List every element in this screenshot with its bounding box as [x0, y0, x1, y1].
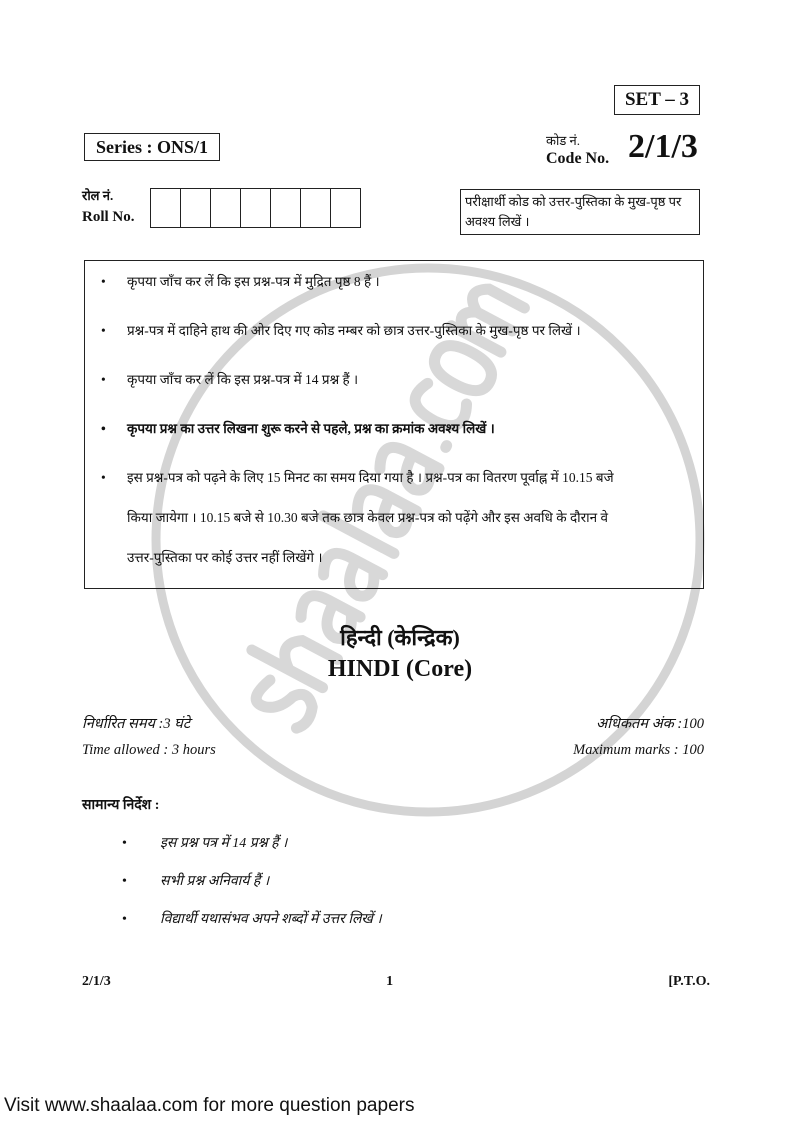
instruction-continued: किया जायेगा । 10.15 बजे से 10.30 बजे तक छात्र केवल प्रश्न-पत्र को पढ़ेंगे और इस अवधि के दौरान वे: [127, 510, 609, 525]
max-marks: Maximum marks : 100: [573, 742, 704, 758]
code-label: Code No.: [546, 150, 610, 167]
instructions-box: [84, 260, 704, 589]
page-footer: [82, 971, 710, 993]
subject-title: HINDI (Core): [327, 656, 473, 682]
general-instruction-item: [122, 833, 740, 855]
general-instruction-item: [122, 871, 740, 893]
instruction-item: • कृपया जाँच कर लें कि इस प्रश्न-पत्र में 14 प्रश्न हैं ।: [127, 369, 687, 391]
series-label: Series : ONS/1: [84, 133, 220, 161]
instruction-continued: उत्तर-पुस्तिका पर कोई उत्तर नहीं लिखेंगे ।: [127, 550, 323, 565]
general-instructions-heading: सामान्य निर्देश :: [82, 798, 160, 813]
visit-link[interactable]: Visit www.shaalaa.com for more question papers: [4, 1095, 415, 1116]
roll-label-hindi: रोल नं.: [82, 188, 114, 203]
general-instruction-item: [122, 909, 740, 931]
subject-title-hindi: हिन्दी (केन्द्रिक): [340, 625, 460, 650]
code-number: 2/1/3: [628, 128, 698, 165]
pto-label: [P.T.O.: [668, 974, 710, 989]
bullet: •: [122, 874, 127, 889]
time-allowed: Time allowed : 3 hours: [82, 742, 216, 758]
bullet: •: [122, 912, 127, 927]
instruction-line: • इस प्रश्न-पत्र को पढ़ने के लिए 15 मिनट का समय दिया गया है । प्रश्न-पत्र का वितरण पूर्वाह्न में 10.15 बजे: [127, 470, 614, 485]
page-number: 1: [386, 974, 394, 989]
max-marks-hindi: अधिकतम अंक :100: [596, 716, 704, 732]
general-instruction: विद्यार्थी यथासंभव अपने शब्दों में उत्तर लिखें ।: [160, 912, 382, 927]
instruction-item-timing: [127, 458, 687, 578]
general-instruction: इस प्रश्न पत्र में 14 प्रश्न हैं ।: [160, 836, 288, 851]
set-number: SET – 3: [614, 85, 700, 115]
footer-code: 2/1/3: [82, 974, 111, 989]
instruction-item: • प्रश्न-पत्र में दाहिने हाथ की ओर दिए गए कोड नम्बर को छात्र उत्तर-पुस्तिका के मुख-पृष्ठ पर लिखें ।: [127, 320, 687, 342]
general-instruction: सभी प्रश्न अनिवार्य हैं ।: [160, 874, 270, 889]
meta-row: [82, 737, 704, 763]
meta-row-hindi: [82, 711, 704, 737]
code-label-hindi: कोड नं.: [546, 133, 581, 148]
instruction-item: • कृपया प्रश्न का उत्तर लिखना शुरू करने से पहले, प्रश्न का क्रमांक अवश्य लिखें ।: [127, 418, 687, 440]
bullet: •: [122, 836, 127, 851]
roll-label: Roll No.: [82, 209, 135, 225]
instruction-item: • कृपया जाँच कर लें कि इस प्रश्न-पत्र में मुद्रित पृष्ठ 8 हैं ।: [127, 271, 687, 293]
code-note: परीक्षार्थी कोड को उत्तर-पुस्तिका के मुख-पृष्ठ पर अवश्य लिखें ।: [460, 189, 700, 235]
time-allowed-hindi: निर्धारित समय :3 घंटे: [82, 716, 191, 732]
